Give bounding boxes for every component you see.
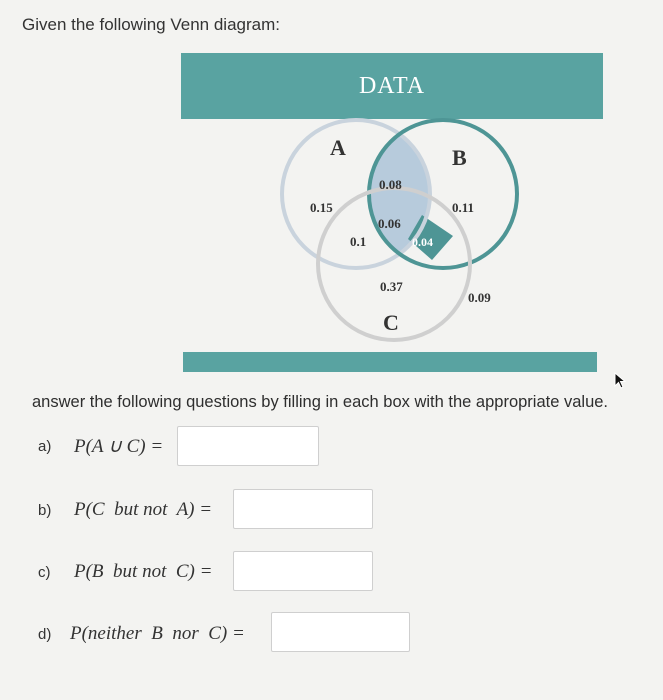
answer-a-input[interactable] xyxy=(177,426,319,466)
mouse-cursor-icon xyxy=(614,372,628,390)
value-b-c-only: 0.04 xyxy=(412,235,433,249)
value-a-b-c: 0.06 xyxy=(378,216,401,231)
label-a: A xyxy=(330,135,346,160)
value-a-b-only: 0.08 xyxy=(379,177,402,192)
data-banner xyxy=(181,53,603,119)
venn-diagram xyxy=(270,118,530,358)
question-d-label: d) xyxy=(38,626,52,643)
value-c-only: 0.37 xyxy=(380,279,403,294)
instructions-text: answer the following questions by filling in each box with the appropriate value. xyxy=(32,393,609,411)
data-banner-title: DATA xyxy=(358,72,426,99)
question-a-label: a) xyxy=(38,438,52,455)
intro-text: Given the following Venn diagram: xyxy=(22,15,280,34)
value-a-only: 0.15 xyxy=(310,200,333,215)
label-b: B xyxy=(452,145,467,170)
question-d-expression: P(neither B nor C) = xyxy=(70,623,245,644)
answer-d-input[interactable] xyxy=(271,612,410,652)
question-a-expression: P(A ∪ C) = xyxy=(74,436,164,457)
label-c: C xyxy=(383,310,399,335)
bottom-banner xyxy=(183,352,597,372)
question-b-expression: P(C but not A) = xyxy=(74,499,213,520)
value-a-c-only: 0.1 xyxy=(350,234,367,249)
value-outside: 0.09 xyxy=(468,290,491,305)
answer-b-input[interactable] xyxy=(233,489,373,529)
question-c-label: c) xyxy=(38,564,51,581)
value-b-only: 0.11 xyxy=(452,200,475,215)
answer-c-input[interactable] xyxy=(233,551,373,591)
question-c-expression: P(B but not C) = xyxy=(74,561,213,582)
question-b-label: b) xyxy=(38,502,52,519)
